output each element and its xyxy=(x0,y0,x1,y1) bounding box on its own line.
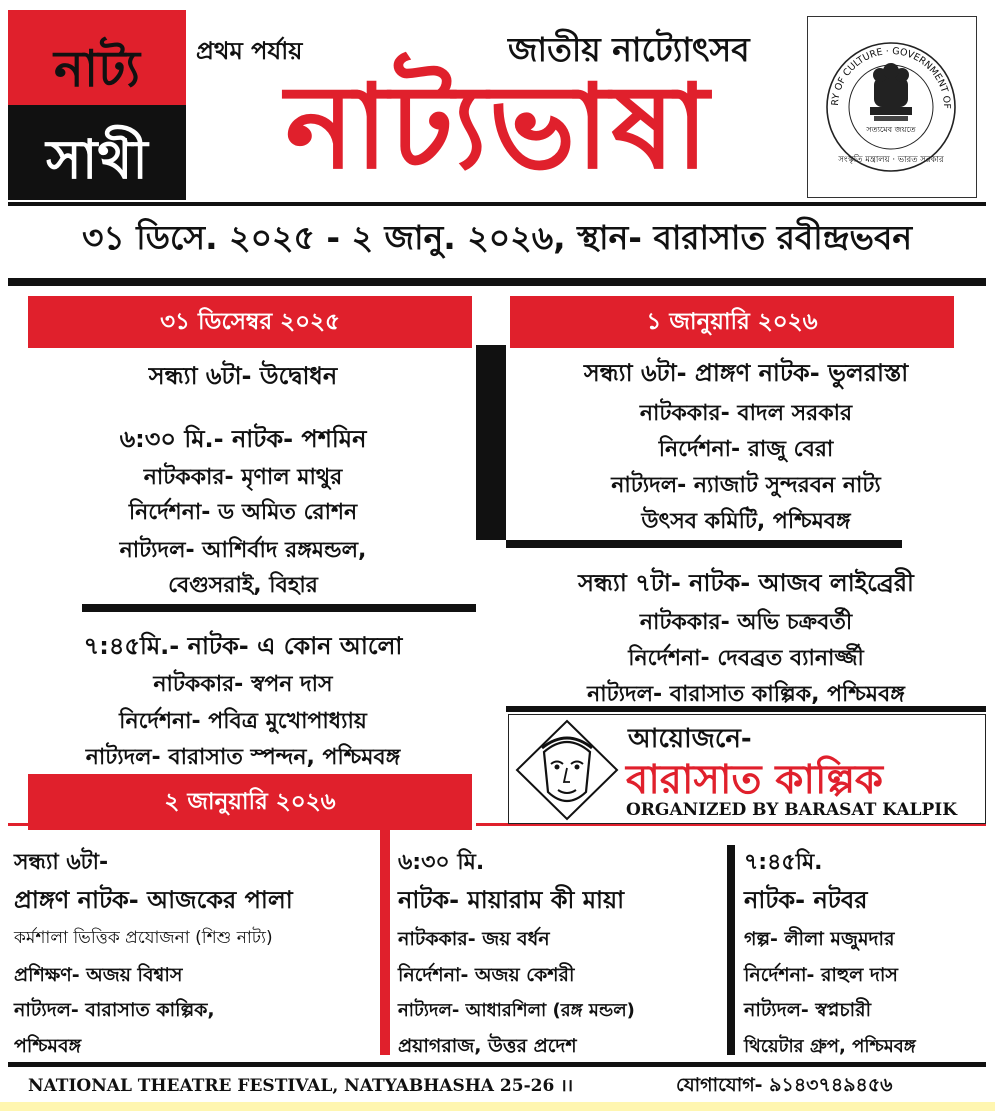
day1-show2-time-play: ৭:৪৫মি.- নাটক- এ কোন আলো xyxy=(83,632,403,660)
day1-opening: সন্ধ্যা ৬টা- উদ্বোধন xyxy=(148,362,338,390)
day3-col3-place: থিয়েটার গ্রুপ, পশ্চিমবঙ্গ xyxy=(744,1036,916,1057)
day3-col1-place: পশ্চিমবঙ্গ xyxy=(14,1035,82,1057)
day3-col2-group: নাট্যদল- আধারশিলা (রঙ্গ মন্ডল) xyxy=(398,1000,635,1021)
day3-col2-director: নির্দেশনা- অজয় কেশরী xyxy=(398,964,575,986)
theatre-mask-logo xyxy=(514,718,620,822)
festival-title: নাট্যভাষা xyxy=(285,60,711,195)
day3-col2-playwright: নাটককার- জয় বর্ধন xyxy=(398,928,550,950)
day3-col3-group: নাট্যদল- স্বপ্নচারী xyxy=(744,999,872,1021)
day3-heading: ২ জানুয়ারি ২০২৬ xyxy=(28,774,472,830)
day2-show2-time-play: সন্ধ্যা ৭টা- নাটক- আজব লাইব্রেরী xyxy=(578,569,914,597)
day2-show1-group: নাট্যদল- ন্যাজাট সুন্দরবন নাট্য xyxy=(611,473,881,498)
organizer-name: বারাসাত কাল্পিক xyxy=(626,757,883,803)
day1-divider xyxy=(82,604,476,612)
lion-capital-icon xyxy=(870,63,912,121)
day3-col1-group: নাট্যদল- বারাসাত কাল্পিক, xyxy=(14,999,215,1021)
logo-text-top: নাট্য xyxy=(53,40,141,98)
day2-divider xyxy=(506,540,902,548)
day3-col-divider-2 xyxy=(727,845,735,1055)
date-divider xyxy=(8,278,986,286)
edition-label: প্রথম পর্যায় xyxy=(196,37,303,65)
emblem-bottom-text: সংস্কৃতি মন্ত্রালয় · ভারত সরকার xyxy=(838,155,944,165)
day1-show1-group: নাট্যদল- আশির্বাদ রঙ্গমন্ডল, xyxy=(119,538,367,563)
day3-col3-play: নাটক- নটবর xyxy=(744,886,868,914)
day3-col3-director: নির্দেশনা- রাহুল দাস xyxy=(744,964,898,986)
emblem-motto: সত্যমেব জয়তে xyxy=(866,125,916,134)
organizer-label: আয়োজনে- xyxy=(628,724,752,754)
logo xyxy=(8,10,186,200)
day1-show2-playwright: নাটককার- স্বপন দাস xyxy=(153,672,333,697)
festival-name: জাতীয় নাট্যোৎসব xyxy=(508,30,750,69)
center-divider xyxy=(476,345,506,540)
day3-col-divider-1 xyxy=(380,823,390,1055)
day2-heading: ১ জানুয়ারি ২০২৬ xyxy=(510,296,954,348)
day1-show1-playwright: নাটককার- মৃণাল মাথুর xyxy=(143,465,343,490)
government-emblem xyxy=(807,16,977,198)
day2-show2-director: নির্দেশনা- দেবব্রত ব্যানার্জ্জী xyxy=(628,646,864,671)
day2-show1-playwright: নাটককার- বাদল সরকার xyxy=(639,401,853,426)
day3-col1-play: প্রাঙ্গণ নাটক- আজকের পালা xyxy=(14,886,293,914)
day2-show2-group: নাট্যদল- বারাসাত কাল্পিক, পশ্চিমবঙ্গ xyxy=(587,682,905,707)
day2-show1-place: উৎসব কমিটি, পশ্চিমবঙ্গ xyxy=(641,509,851,534)
day3-col2-play: নাটক- মায়ারাম কী মায়া xyxy=(398,886,625,914)
day2-show1-time-play: সন্ধ্যা ৬টা- প্রাঙ্গণ নাটক- ভুলরাস্তা xyxy=(583,359,909,387)
day2-show1-director: নির্দেশনা- রাজু বেরা xyxy=(658,437,834,462)
day2-show2-playwright: নাটককার- অভি চক্রবর্তী xyxy=(639,610,853,635)
day3-col1-note: কর্মশালা ভিত্তিক প্রযোজনা (শিশু নাট্য) xyxy=(14,928,273,948)
footer-divider xyxy=(8,1062,986,1067)
footer-contact: যোগাযোগ- ৯১৪৩৭৪৯৪৫৬ xyxy=(676,1074,893,1096)
day1-show2-group: নাট্যদল- বারাসাত স্পন্দন, পশ্চিমবঙ্গ xyxy=(85,745,401,770)
day3-col2-time: ৬:৩০ মি. xyxy=(398,850,485,875)
day1-show2-director: নির্দেশনা- পবিত্র মুখোপাধ্যায় xyxy=(119,709,367,734)
day3-col3-story: গল্প- লীলা মজুমদার xyxy=(744,928,895,950)
day1-show1-time-play: ৬:৩০ মি.- নাটক- পশমিন xyxy=(119,425,367,453)
day1-show1-place: বেগুসরাই, বিহার xyxy=(168,573,318,598)
day3-col2-place: প্রয়াগরাজ, উত্তর প্রদেশ xyxy=(398,1035,577,1057)
header-divider xyxy=(8,202,986,206)
logo-text-bottom: সাথী xyxy=(46,128,148,191)
footer-band xyxy=(0,1102,995,1111)
day1-heading: ৩১ ডিসেম্বর ২০২৫ xyxy=(28,296,472,348)
date-venue: ৩১ ডিসে. ২০২৫ - ২ জানু. ২০২৬, স্থান- বারাসাত রবীন্দ্রভবন xyxy=(81,218,913,257)
footer-english: NATIONAL THEATRE FESTIVAL, NATYABHASHA 25-26 ।। xyxy=(28,1076,574,1096)
day1-show1-director: নির্দেশনা- ড অমিত রোশন xyxy=(128,500,358,525)
day3-col3-time: ৭:৪৫মি. xyxy=(744,850,823,875)
emblem-ring-text: RY OF CULTURE · GOVERNMENT OF xyxy=(829,45,953,110)
day3-col1-time: সন্ধ্যা ৬টা- xyxy=(14,850,109,875)
organizer-english: ORGANIZED BY BARASAT KALPIK xyxy=(626,800,958,820)
day3-col1-trainer: প্রশিক্ষণ- অজয় বিশ্বাস xyxy=(14,964,183,986)
